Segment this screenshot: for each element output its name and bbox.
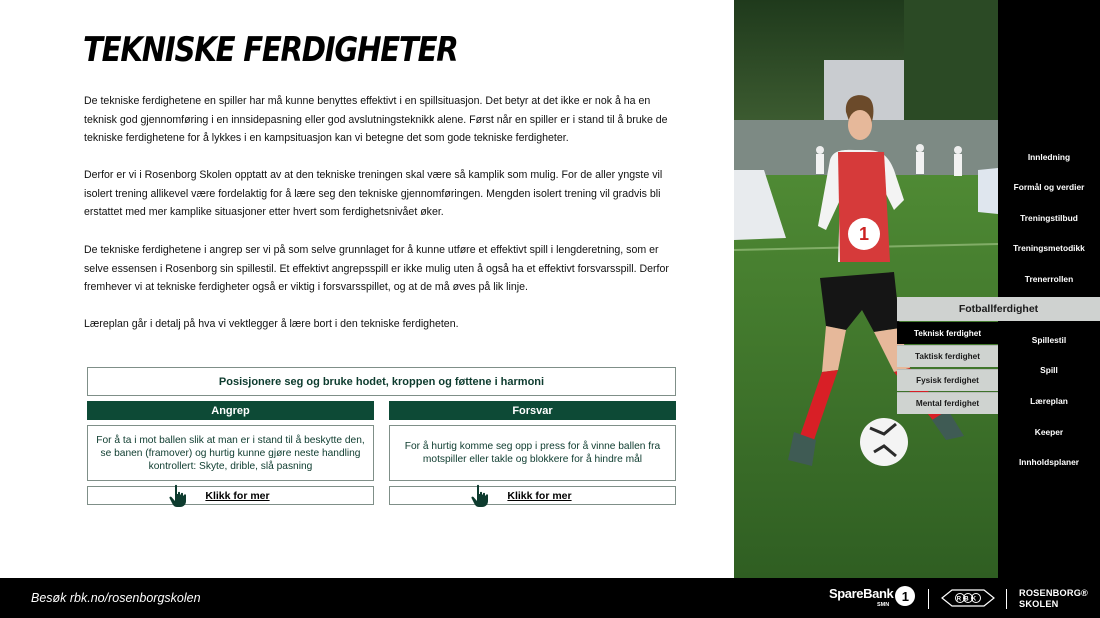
defense-more-button[interactable] (389, 486, 676, 505)
defense-more-label: Klikk for mer (507, 489, 572, 502)
paragraph-attack-defense: De tekniske ferdighetene i angrep ser vi på som selve grunnlaget for å kunne utføre et effektivt spill i lengderetning, som er selve essensen i Rosenborg sin spillestil. Et effektivt angrepsspill er ikke mulig uten å også ha et effektivt forsvarsspill. Derfor fremhever vi at tekniske ferdigheter også er viktig i forsvarsspillet, og at de må øves på lik linje. (84, 244, 669, 294)
subnav-taktisk[interactable]: Taktisk ferdighet (897, 345, 998, 367)
side-navigation (998, 0, 1100, 578)
nav-item-laereplan[interactable]: Læreplan (1030, 396, 1068, 406)
attack-more-button[interactable] (87, 486, 374, 505)
nav-item-treningsmetodikk[interactable]: Treningsmetodikk (1013, 243, 1085, 253)
pointing-hand-icon (470, 484, 490, 508)
nav-item-keeper[interactable]: Keeper (1034, 427, 1064, 437)
paragraph-laereplan: Læreplan går i detalj på hva vi vektlegger å lære bort i den tekniske ferdigheten. (84, 318, 459, 330)
nav-item-spillestil[interactable]: Spillestil (1031, 335, 1067, 345)
player-photo (734, 0, 998, 578)
subnav-teknisk[interactable]: Teknisk ferdighet (897, 322, 998, 344)
nav-item-trenerrollen[interactable]: Trenerrollen (1024, 274, 1074, 284)
attack-description: For å ta i mot ballen slik at man er i stand til å beskytte den, se banen (framover) og hurtig kunne gjøre neste handling kontrollert: Skyte, drible, slå pasning (87, 425, 374, 481)
sparebank-logo: SpareBank 1 SMN (829, 587, 915, 609)
rbk-emblem-icon (940, 587, 996, 609)
defense-heading: Forsvar (389, 401, 676, 420)
harmony-box: Posisjonere seg og bruke hodet, kroppen og føttene i harmoni (87, 367, 676, 396)
attack-more-label: Klikk for mer (205, 489, 270, 502)
page-title: TEKNISKE FERDIGHETER (83, 30, 458, 70)
footer-divider (928, 589, 929, 609)
nav-item-treningstilbud[interactable]: Treningstilbud (1020, 213, 1078, 223)
bib-number: 1 (858, 224, 870, 244)
nav-item-innledning[interactable]: Innledning (1027, 152, 1071, 162)
subnav-fysisk[interactable]: Fysisk ferdighet (897, 369, 998, 391)
svg-text:RBK: RBK (956, 596, 980, 603)
nav-item-innholdsplaner[interactable]: Innholdsplaner (1018, 457, 1080, 467)
attack-heading: Angrep (87, 401, 374, 420)
visit-link[interactable]: Besøk rbk.no/rosenborgskolen (31, 591, 201, 605)
rosenborg-skolen-logo: ROSENBORG® SKOLEN (1019, 588, 1089, 609)
pointing-hand-icon (168, 484, 188, 508)
footer (0, 578, 1100, 618)
paragraph-training: Derfor er vi i Rosenborg Skolen opptatt av at den tekniske treningen skal være så kamplik som mulig. For de aller yngste vil isolert trening allikevel være fordelaktig for å lære seg den tekniske gjennomføringen. Mengden isolert trening vil gradvis bli erstattet med mer kamplike situasjoner etter hvert som ferdighetsnivået øker. (84, 169, 663, 219)
nav-item-formal[interactable]: Formål og verdier (1013, 182, 1085, 192)
defense-description: For å hurtig komme seg opp i press for å vinne ballen fra motspiller eller takle og blokkere for å hindre mål (389, 425, 676, 481)
footer-divider (1006, 589, 1007, 609)
subnav-mental[interactable]: Mental ferdighet (897, 392, 998, 414)
nav-item-spill[interactable]: Spill (1040, 365, 1058, 375)
nav-item-fotballferdighet[interactable]: Fotballferdighet (897, 297, 1100, 321)
paragraph-intro: De tekniske ferdighetene en spiller har må kunne benyttes effektivt i en spillsituasjon. Det betyr at det ikke er nok å ha en teknisk god gjennomføring i en innsidepasning eller god avslutningsteknikk alene. Først når en spiller er i stand til å bruke de tekniske ferdighetene for å lykkes i en kampsituasjon kan vi betegne det som gode tekniske ferdigheter. (84, 95, 668, 145)
